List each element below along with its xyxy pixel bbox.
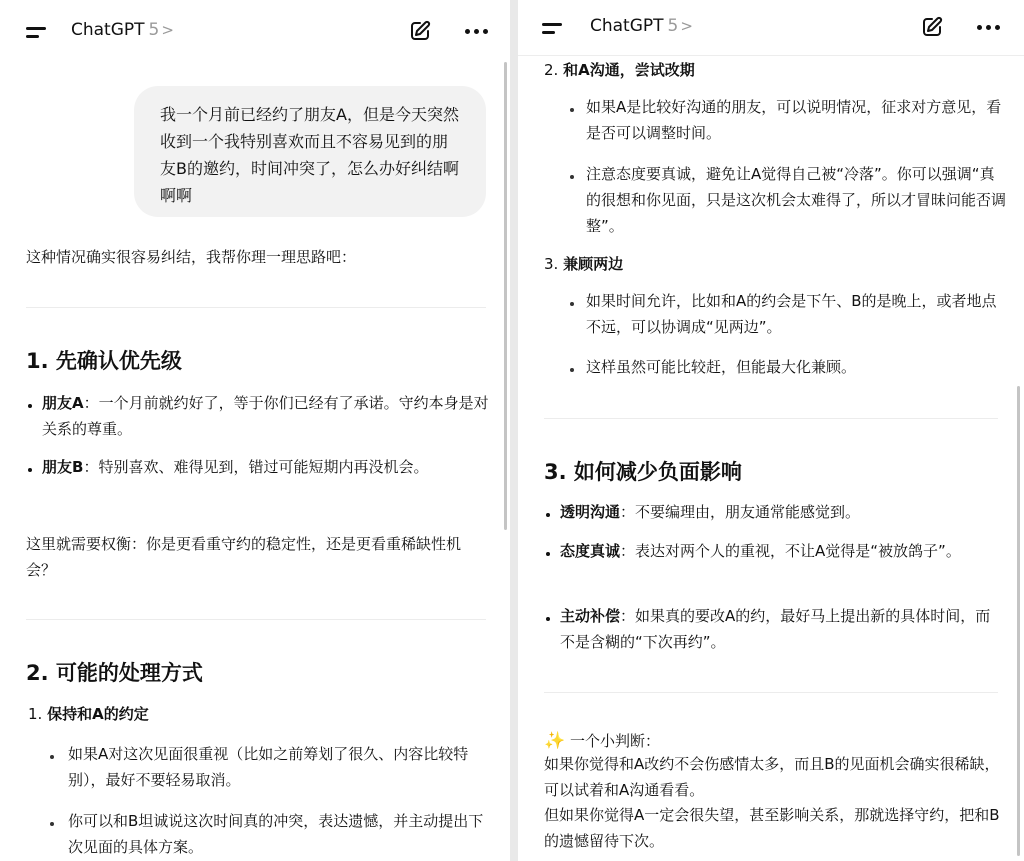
list-item: 如果A是比较好沟通的朋友，可以说明情况，征求对方意见，看是否可以调整时间。 [586, 98, 1002, 142]
scrollbar[interactable] [504, 62, 507, 530]
left-chat-panel [0, 0, 510, 861]
bullet-dot [546, 552, 550, 556]
list-item: 朋友A：一个月前就约好了，等于你们已经有了承诺。守约本身是对关系的尊重。 [42, 394, 489, 438]
list-item: 你可以和B坦诚说这次时间真的冲突，表达遗憾，并主动提出下次见面的具体方案。 [68, 812, 484, 856]
list-item: 注意态度要真诚，避免让A觉得自己被“冷落”。你可以强调“真的很想和你见面，只是这次机会太难得了，所以才冒昧问能否调整”。 [586, 165, 1007, 235]
right-chat-panel [518, 0, 1024, 861]
new-chat-icon[interactable] [408, 19, 432, 43]
list-item: 如果时间允许，比如和A的约会是下午、B的是晚上，或者地点不远，可以协调成“见两边”。 [586, 292, 997, 336]
bullet-dot [570, 302, 574, 306]
list-item: 透明沟通：不要编理由，朋友通常能感觉到。 [560, 503, 861, 521]
section-heading: 2. 可能的处理方式 [26, 661, 203, 685]
list-item: 态度真诚：表达对两个人的重视，不让A觉得是“被放鸽子”。 [560, 542, 961, 560]
user-message-bubble: 我一个月前已经约了朋友A，但是今天突然收到一个我特别喜欢而且不容易见到的朋友B的邀约，时间冲突了，怎么办好纠结啊啊啊 [134, 86, 486, 217]
menu-icon[interactable] [26, 24, 50, 40]
section-heading: 3. 如何减少负面影响 [544, 460, 742, 484]
chat-header [0, 0, 510, 56]
message-list [518, 0, 1024, 861]
message-list [0, 0, 510, 861]
menu-icon[interactable] [542, 20, 566, 36]
list-item: 这样虽然可能比较赶，但能最大化兼顾。 [586, 358, 857, 376]
bullet-dot [546, 617, 550, 621]
bullet-dot [28, 404, 32, 408]
list-item: 3. 兼顾两边 [544, 255, 624, 273]
sparkles-icon: ✨ [544, 731, 566, 751]
judgment-title: ✨ 一个小判断： [544, 731, 660, 751]
divider [544, 418, 998, 419]
assistant-paragraph: 如果你觉得和A改约不会伤感情太多，而且B的见面机会确实很稀缺，可以试着和A沟通看看。 [544, 755, 1000, 799]
section-heading: 1. 先确认优先级 [26, 349, 182, 373]
bullet-dot [570, 368, 574, 372]
app-title: ChatGPT [71, 20, 145, 40]
assistant-paragraph: 但如果你觉得A一定会很失望，甚至影响关系，那就选择守约，把和B的遗憾留待下次。 [544, 806, 1000, 850]
model-version: 5 [667, 16, 679, 36]
chevron-right-icon: > [161, 21, 174, 39]
more-options-icon[interactable] [464, 20, 490, 42]
divider [26, 619, 486, 620]
bullet-dot [570, 108, 574, 112]
model-selector[interactable] [590, 16, 693, 36]
bullet-dot [50, 822, 54, 826]
chat-header [518, 0, 1024, 56]
app-title: ChatGPT [590, 16, 664, 36]
model-version: 5 [148, 20, 160, 40]
divider [26, 307, 486, 308]
more-options-icon[interactable] [976, 16, 1002, 38]
assistant-paragraph: 这里就需要权衡：你是更看重守约的稳定性，还是更看重稀缺性机会？ [26, 535, 462, 579]
list-item: 如果A对这次见面很重视（比如之前筹划了很久、内容比较特别），最好不要轻易取消。 [68, 745, 469, 789]
list-item: 1. 保持和A的约定 [28, 705, 149, 723]
chevron-right-icon: > [680, 17, 693, 35]
bullet-dot [546, 513, 550, 517]
scrollbar[interactable] [1017, 386, 1020, 856]
list-item: 朋友B：特别喜欢、难得见到，错过可能短期内再没机会。 [42, 458, 429, 476]
list-item: 主动补偿：如果真的要改A的约，最好马上提出新的具体时间，而不是含糊的“下次再约”。 [560, 607, 991, 651]
bullet-dot [28, 468, 32, 472]
model-selector[interactable] [71, 20, 174, 40]
list-item: 2. 和A沟通，尝试改期 [544, 61, 695, 79]
divider [544, 692, 998, 693]
bullet-dot [50, 755, 54, 759]
bullet-dot [570, 175, 574, 179]
new-chat-icon[interactable] [920, 15, 944, 39]
assistant-intro: 这种情况确实很容易纠结，我帮你理一理思路吧： [26, 248, 357, 266]
